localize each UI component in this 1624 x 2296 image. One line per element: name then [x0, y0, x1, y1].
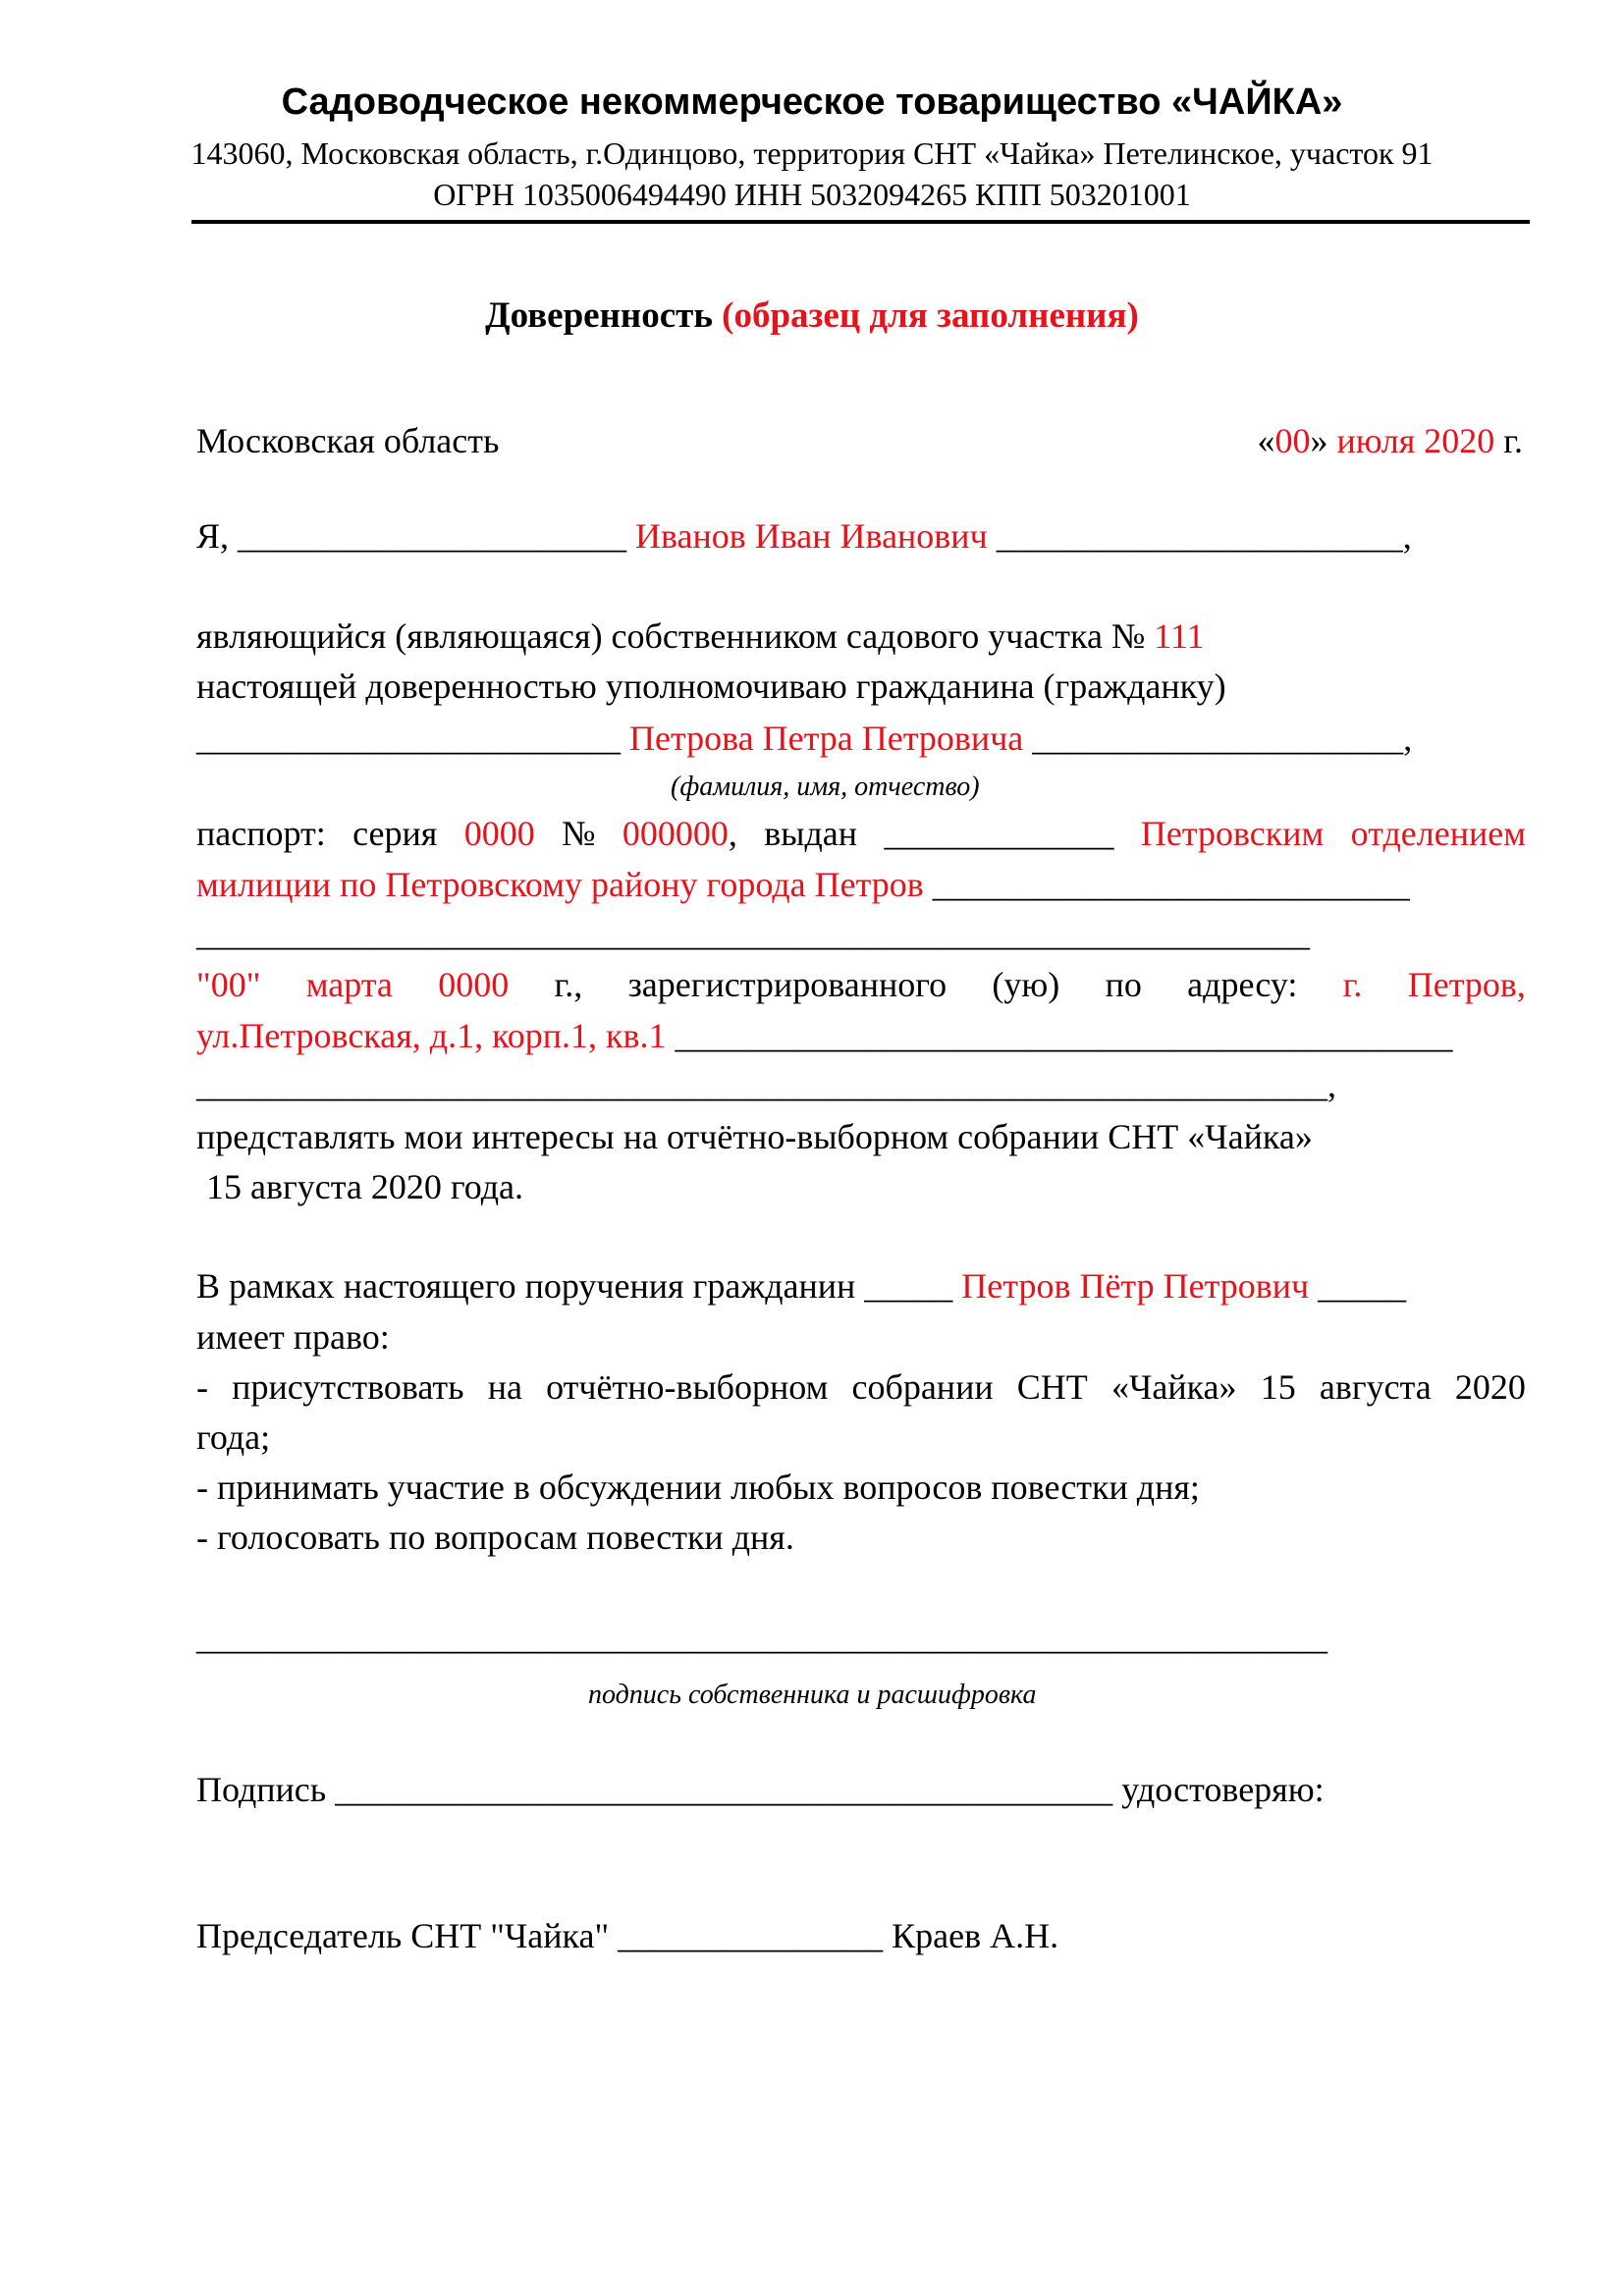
plot-text: являющийся (являющаяся) собственником садового участка № [196, 616, 1146, 656]
plot-line [196, 615, 1205, 657]
rights-intro-prefix: В рамках настоящего поручения гражданин _____ [196, 1266, 953, 1306]
date-q-close: » [1310, 421, 1328, 460]
rights-has-right: имеет право: [196, 1317, 390, 1357]
plot-number: 111 [1154, 616, 1205, 656]
owner-line [196, 515, 1412, 557]
rep-suffix: _____________________, [1032, 719, 1413, 758]
passport-line-2 [196, 864, 1410, 905]
owner-signature-line: ________________________________________________________________ [196, 1618, 1327, 1657]
date-day: 00 [1274, 421, 1311, 460]
rights-rep-name: Петров Пётр Петрович [961, 1266, 1310, 1306]
document-title [0, 294, 1624, 337]
fio-hint: (фамилия, имя, отчество) [671, 772, 980, 802]
passport-line-3: _______________________________________________________________ [196, 914, 1310, 953]
chairman-line [196, 1915, 1058, 1956]
passport-line-5 [196, 1015, 1453, 1056]
passport-number: 000000 [622, 814, 729, 853]
title-main: Доверенность [485, 295, 713, 336]
address-street: ул.Петровская, д.1, корп.1, кв.1 [196, 1016, 667, 1055]
certify-blank: ____________________________________________ [335, 1770, 1113, 1809]
preposition-po: по [1105, 965, 1142, 1004]
owner-name: Иванов Иван Иванович [635, 516, 988, 556]
issue-date-month: марта [305, 965, 393, 1004]
issue-date-year: 0000 [438, 965, 510, 1004]
rights-item-1-word: СНТ [1016, 1367, 1088, 1407]
owner-suffix: _______________________, [996, 516, 1412, 556]
address-label: адресу: [1187, 965, 1298, 1004]
rep-name: Петрова Петра Петровича [629, 719, 1024, 758]
rights-item-1-word: 2020 [1454, 1367, 1526, 1407]
passport-series-label: серия [352, 814, 438, 853]
passport-line-5-blank: ____________________________________________ [675, 1016, 1453, 1055]
chairman-blank: _______________ [618, 1916, 884, 1955]
passport-series: 0000 [463, 814, 535, 853]
chairman-label: Председатель СНТ "Чайка" [196, 1916, 610, 1955]
passport-comma: , [728, 814, 737, 853]
date-q-open: « [1257, 421, 1275, 460]
certify-suffix: удостоверяю: [1121, 1770, 1325, 1809]
header-divider [191, 220, 1530, 224]
represent-line-1: представлять мои интересы на отчётно-выборном собрании СНТ «Чайка» [196, 1117, 1313, 1156]
passport-line-1 [196, 813, 1526, 854]
rights-item-1-cont: года; [196, 1417, 271, 1457]
authorize-line: настоящей доверенностью уполномочиваю гражданина (гражданку) [196, 667, 1226, 706]
organization-requisites: ОГРН 1035006494490 ИНН 5032094265 КПП 503201001 [433, 177, 1191, 212]
representative-line [196, 718, 1412, 759]
passport-number-group [623, 813, 737, 854]
rights-item-1-word: отчётно-выборном [546, 1367, 829, 1407]
date-suffix: г. [1503, 421, 1523, 460]
rights-item-1-word: «Чайка» [1110, 1367, 1237, 1407]
rights-item-1-word: собрании [851, 1367, 994, 1407]
rep-prefix: ________________________ [196, 719, 621, 758]
passport-blank: _____________ [884, 814, 1114, 853]
passport-issuer-cont: милиции по Петровскому району города Петров [196, 865, 924, 904]
passport-issued-label: выдан [764, 814, 858, 853]
issue-date-day: "00" [196, 965, 261, 1004]
passport-no-sign: № [562, 814, 596, 853]
passport-line-2-blank: ___________________________ [932, 865, 1410, 904]
passport-word: паспорт: [196, 814, 326, 853]
address-city-prefix: г. [1342, 965, 1363, 1004]
rights-item-1-word: августа [1319, 1367, 1432, 1407]
organization-name: Садоводческое некоммерческое товарищество «ЧАЙКА» [281, 81, 1343, 123]
passport-line-4 [196, 964, 1526, 1005]
passport-issuer-1: Петровским [1140, 814, 1325, 853]
owner-signature-caption: подпись собственника и расшифровка [588, 1680, 1037, 1710]
rights-item-2: - принимать участие в обсуждении любых вопросов повестки дня; [196, 1468, 1200, 1507]
place: Московская область [196, 421, 500, 460]
rights-item-1 [196, 1366, 1526, 1408]
passport-line-6: ________________________________________________________________, [196, 1065, 1336, 1104]
address-city: Петров, [1407, 965, 1526, 1004]
rights-item-1-word: присутствовать [232, 1367, 464, 1407]
rights-intro [196, 1265, 1406, 1307]
rights-item-1-word: 15 [1260, 1367, 1296, 1407]
registered-word: зарегистрированного [627, 965, 947, 1004]
organization-address: 143060, Московская область, г.Одинцово, территория СНТ «Чайка» Петелинское, участок 91 [190, 135, 1434, 171]
title-sample-note: (образец для заполнения) [722, 295, 1139, 336]
chairman-name: Краев А.Н. [892, 1916, 1059, 1955]
issue-date-suffix: г., [554, 965, 583, 1004]
certify-prefix: Подпись [196, 1770, 327, 1809]
rights-item-1-word: на [487, 1367, 522, 1407]
rights-intro-suffix: _____ [1318, 1266, 1407, 1306]
rights-item-3: - голосовать по вопросам повестки дня. [196, 1518, 794, 1557]
owner-prefix: Я, ______________________ [196, 516, 627, 556]
certify-line [196, 1769, 1325, 1810]
date [1257, 420, 1523, 461]
date-month-year: июля 2020 [1336, 421, 1495, 460]
represent-line-2: 15 августа 2020 года. [206, 1167, 523, 1206]
registered-ending: (ую) [992, 965, 1060, 1004]
passport-issuer-2: отделением [1350, 814, 1526, 853]
rights-item-1-word: - [196, 1367, 208, 1407]
